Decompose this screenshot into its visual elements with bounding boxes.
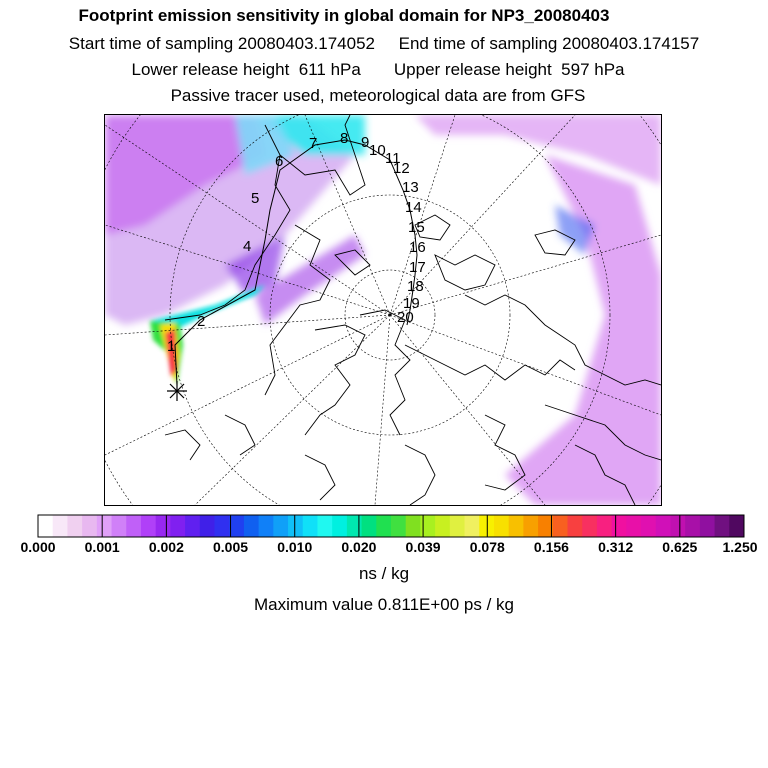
colorbar-swatch <box>568 515 583 537</box>
colorbar-swatch <box>700 515 715 537</box>
colorbar-swatch <box>156 515 171 537</box>
colorbar-label: 0.010 <box>277 539 313 555</box>
colorbar-swatch <box>729 515 744 537</box>
traj-label-16: 16 <box>409 239 426 256</box>
colorbar-swatch <box>494 515 509 537</box>
traj-label-2: 2 <box>197 313 206 330</box>
traj-label-18: 18 <box>407 278 424 295</box>
traj-label-1: 1 <box>167 338 176 355</box>
sampling-times <box>0 34 768 54</box>
sampling-end: End time of sampling 20080403.174157 <box>398 34 700 53</box>
colorbar-swatch <box>685 515 700 537</box>
colorbar-swatch <box>362 515 377 537</box>
colorbar-swatch <box>67 515 82 537</box>
colorbar-swatch <box>406 515 421 537</box>
colorbar-swatch <box>200 515 215 537</box>
release-star-icon <box>167 381 187 401</box>
colorbar-swatch <box>347 515 362 537</box>
colorbar-swatch <box>317 515 332 537</box>
colorbar-label: 0.005 <box>213 539 249 555</box>
polar-map <box>104 114 662 506</box>
colorbar-swatch <box>244 515 259 537</box>
colorbar-swatch <box>141 515 156 537</box>
colorbar-label: 0.000 <box>20 539 56 555</box>
traj-label-11: 11 <box>385 150 401 167</box>
colorbar-swatch <box>376 515 391 537</box>
colorbar-swatch <box>82 515 97 537</box>
colorbar-swatch <box>332 515 347 537</box>
colorbar-label: 0.625 <box>662 539 698 555</box>
colorbar-swatch <box>185 515 200 537</box>
colorbar-swatch <box>126 515 141 537</box>
traj-label-8: 8 <box>340 130 349 147</box>
traj-label-10: 10 <box>369 142 386 159</box>
colorbar-swatch <box>670 515 685 537</box>
traj-label-20: 20 <box>397 309 414 326</box>
traj-label-17: 17 <box>409 259 426 276</box>
colorbar-swatch <box>288 515 303 537</box>
colorbar-swatch <box>435 515 450 537</box>
maximum-value: Maximum value 0.811E+00 ps / kg <box>253 595 514 614</box>
traj-label-7: 7 <box>309 135 318 152</box>
colorbar-swatch <box>391 515 406 537</box>
colorbar-swatch <box>97 515 112 537</box>
traj-label-5: 5 <box>251 190 260 207</box>
traj-label-12: 12 <box>393 160 410 177</box>
colorbar-swatch <box>715 515 730 537</box>
traj-label-4: 4 <box>243 238 252 255</box>
traj-label-15: 15 <box>408 219 425 236</box>
traj-label-13: 13 <box>402 179 419 196</box>
colorbar-swatch <box>273 515 288 537</box>
colorbar-swatch <box>38 515 53 537</box>
colorbar-swatch <box>626 515 641 537</box>
colorbar-swatch <box>523 515 538 537</box>
colorbar-swatch <box>582 515 597 537</box>
units-label: ns / kg <box>358 564 410 583</box>
colorbar-swatch <box>465 515 480 537</box>
colorbar-swatch <box>641 515 656 537</box>
colorbar-label: 0.312 <box>598 539 634 555</box>
colorbar-label: 0.039 <box>405 539 441 555</box>
colorbar-label: 0.020 <box>341 539 377 555</box>
colorbar-label: 0.156 <box>533 539 569 555</box>
map-canvas <box>105 115 661 505</box>
chart-title: Footprint emission sensitivity in global domain for NP3_20080403 <box>78 6 610 25</box>
colorbar-swatch <box>215 515 230 537</box>
colorbar-swatch <box>170 515 185 537</box>
release-heights <box>0 60 762 80</box>
colorbar-swatch <box>259 515 274 537</box>
traj-label-6: 6 <box>275 153 284 170</box>
traj-label-9: 9 <box>361 134 370 151</box>
release-upper: Upper release height 597 hPa <box>393 60 625 79</box>
colorbar-swatch <box>656 515 671 537</box>
colorbar-swatch <box>553 515 568 537</box>
colorbar-label: 1.250 <box>722 539 758 555</box>
colorbar-swatch <box>229 515 244 537</box>
colorbar-swatch <box>612 515 627 537</box>
colorbar-label: 0.078 <box>469 539 505 555</box>
colorbar-swatch <box>303 515 318 537</box>
colorbar-swatch <box>450 515 465 537</box>
colorbar-swatch <box>112 515 127 537</box>
colorbar-label: 0.002 <box>148 539 184 555</box>
release-lower: Lower release height 611 hPa <box>131 60 361 79</box>
traj-label-14: 14 <box>405 199 422 216</box>
colorbar-swatch <box>597 515 612 537</box>
traj-label-19: 19 <box>403 295 420 312</box>
sampling-start: Start time of sampling 20080403.174052 <box>68 34 376 53</box>
colorbar-label: 0.001 <box>84 539 120 555</box>
tracer-note: Passive tracer used, meteorological data are from GFS <box>170 86 586 105</box>
colorbar-swatch <box>53 515 68 537</box>
colorbar <box>37 514 745 538</box>
colorbar-swatch <box>509 515 524 537</box>
